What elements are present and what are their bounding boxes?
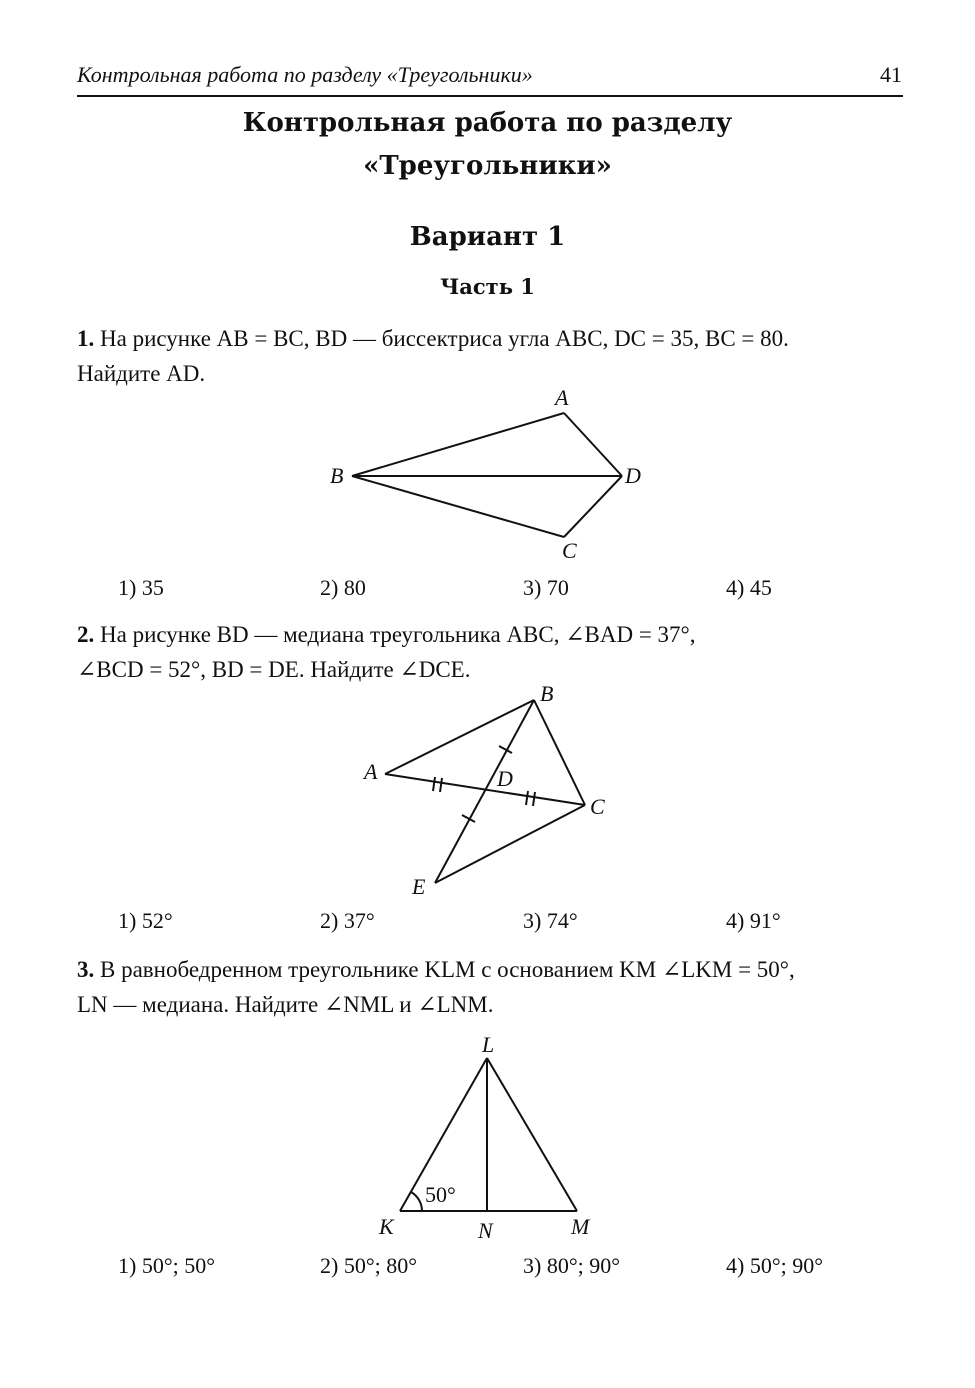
fig1-label-b: B bbox=[330, 463, 344, 488]
double-tick-ad-1 bbox=[433, 777, 435, 791]
question-1-number: 1. bbox=[77, 326, 95, 351]
question-1-text-line-1: На рисунке AB = BC, BD — биссектриса угла ABC, DC = 35, BC = 80. bbox=[100, 326, 789, 351]
fig2-label-d: D bbox=[497, 766, 513, 791]
double-tick-ad-2 bbox=[440, 778, 442, 792]
q3-answer-3: 3) 80°; 90° bbox=[523, 1253, 621, 1278]
question-3-line-1 bbox=[77, 957, 795, 983]
double-tick-dc-2 bbox=[533, 792, 535, 806]
fig2-label-a: A bbox=[364, 759, 378, 784]
q2-answer-2: 2) 37° bbox=[320, 908, 375, 933]
angle-arc-k bbox=[411, 1192, 422, 1211]
question-2-number: 2. bbox=[77, 622, 95, 647]
fig3-angle-label: 50° bbox=[425, 1182, 456, 1207]
fig1-label-d: D bbox=[625, 463, 641, 488]
page-title-line-1: Контрольная работа по разделу bbox=[242, 108, 733, 138]
figure-2-triangles bbox=[385, 700, 585, 883]
segment-ab bbox=[385, 700, 534, 774]
page-number: 41 bbox=[880, 62, 902, 87]
fig2-label-c: C bbox=[590, 794, 605, 819]
fig2-label-e: E bbox=[412, 874, 426, 899]
fig3-label-k: K bbox=[379, 1214, 394, 1239]
running-header: Контрольная работа по разделу «Треугольники» bbox=[77, 62, 533, 87]
question-2-line-1 bbox=[77, 622, 695, 648]
segment-lm bbox=[487, 1058, 577, 1211]
variant-heading: Вариант 1 bbox=[409, 222, 566, 252]
segment-cd bbox=[564, 476, 622, 537]
segment-ec bbox=[435, 805, 585, 883]
question-3-number: 3. bbox=[77, 957, 95, 982]
fig2-label-b: B bbox=[540, 681, 554, 706]
part-heading: Часть 1 bbox=[440, 274, 535, 299]
q3-answer-4: 4) 50°; 90° bbox=[726, 1253, 824, 1278]
q3-answer-2: 2) 50°; 80° bbox=[320, 1253, 418, 1278]
double-tick-dc-1 bbox=[526, 791, 528, 805]
page-title-line-2: «Треугольники» bbox=[363, 151, 612, 181]
q2-answer-4: 4) 91° bbox=[726, 908, 781, 933]
question-3-answers bbox=[118, 1253, 938, 1283]
figure-1-kite bbox=[352, 413, 622, 537]
q2-answer-3: 3) 74° bbox=[523, 908, 578, 933]
fig3-label-n: N bbox=[478, 1218, 493, 1243]
question-3-text-line-2: LN — медиана. Найдите ∠NML и ∠LNM. bbox=[77, 992, 494, 1017]
segment-bc bbox=[352, 476, 564, 537]
segment-ba bbox=[352, 413, 564, 476]
question-1-text-line-2: Найдите AD. bbox=[77, 361, 206, 386]
fig3-label-l: L bbox=[482, 1032, 495, 1057]
question-2-text-line-1: На рисунке BD — медиана треугольника ABC, ∠BAD = 37°, bbox=[100, 622, 696, 647]
q1-answer-4: 4) 45 bbox=[726, 575, 772, 600]
fig1-label-c: C bbox=[562, 538, 577, 563]
question-1-answers bbox=[118, 575, 938, 605]
segment-ad bbox=[564, 413, 622, 476]
q3-answer-1: 1) 50°; 50° bbox=[118, 1253, 216, 1278]
q1-answer-3: 3) 70 bbox=[523, 575, 569, 600]
fig3-label-m: M bbox=[571, 1214, 590, 1239]
question-2-text-line-2: ∠BCD = 52°, BD = DE. Найдите ∠DCE. bbox=[77, 657, 471, 682]
q1-answer-1: 1) 35 bbox=[118, 575, 164, 600]
question-3-text-line-1: В равнобедренном треугольнике KLM с основанием KM ∠LKM = 50°, bbox=[100, 957, 795, 982]
segment-bc bbox=[534, 700, 585, 805]
fig1-label-a: A bbox=[555, 385, 569, 410]
question-2-answers bbox=[118, 908, 938, 938]
q2-answer-1: 1) 52° bbox=[118, 908, 173, 933]
segment-be bbox=[435, 700, 534, 883]
q1-answer-2: 2) 80 bbox=[320, 575, 366, 600]
